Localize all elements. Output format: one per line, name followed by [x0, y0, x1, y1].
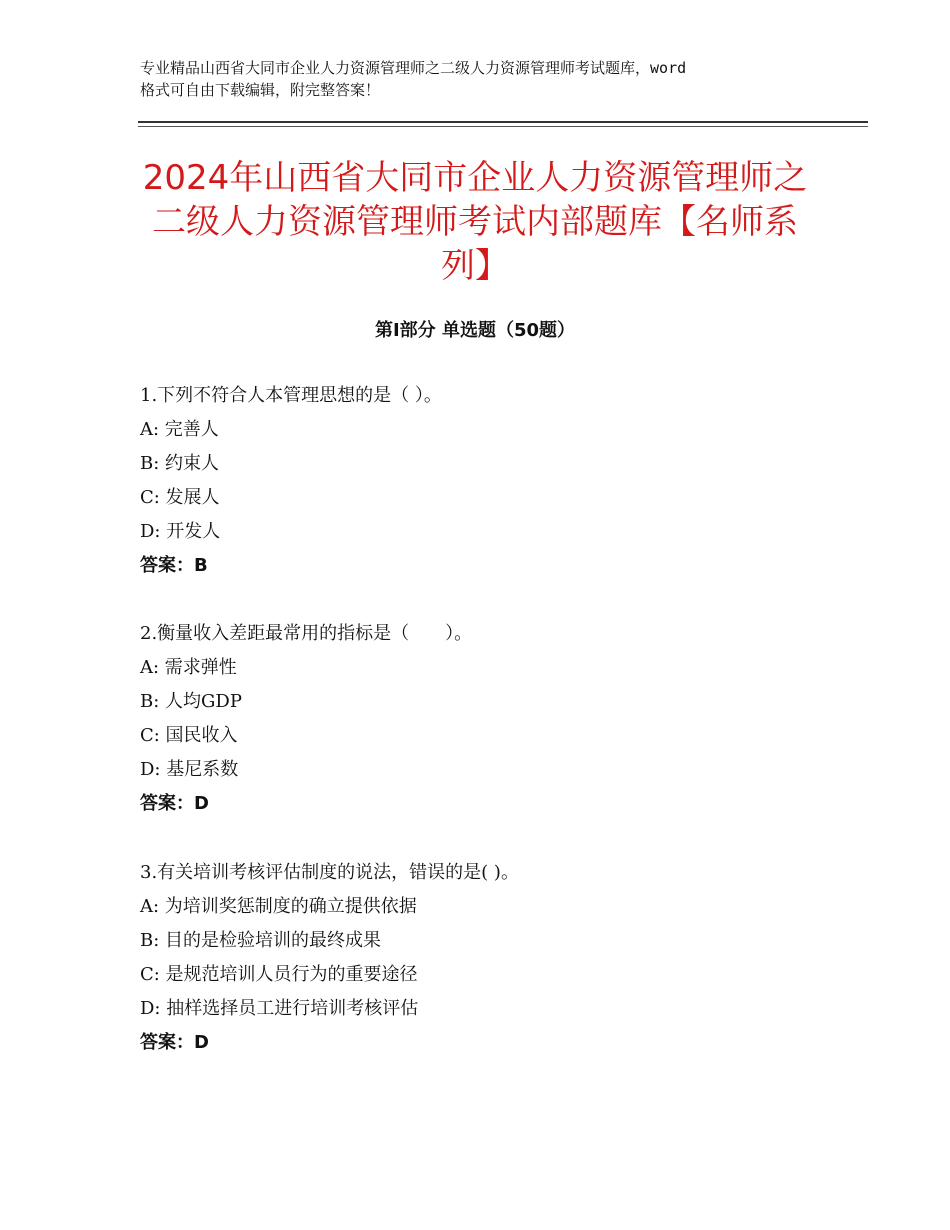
option-c: C: 发展人 [140, 487, 220, 508]
title-line-1: 2024年山西省大同市企业人力资源管理师之 [142, 158, 808, 198]
header-divider-thin [138, 126, 868, 127]
question-1 [140, 379, 860, 583]
option-d: D: 基尼系数 [140, 759, 239, 780]
option-a: A: 为培训奖惩制度的确立提供依据 [140, 896, 417, 917]
option-c: C: 是规范培训人员行为的重要途径 [140, 964, 418, 985]
question-2 [140, 617, 860, 821]
option-b: B: 约束人 [140, 453, 220, 474]
header-note [140, 57, 830, 101]
question-stem: 1.下列不符合人本管理思想的是（ ）。 [140, 385, 442, 406]
title-line-2: 二级人力资源管理师考试内部题库【名师系 [152, 202, 798, 242]
title-line-3: 列】 [441, 246, 509, 286]
section-title: 第Ⅰ部分 单选题（50题） [374, 320, 575, 341]
header-note-line-2: 格式可自由下载编辑，附完整答案！ [140, 81, 381, 99]
document-title [120, 156, 830, 288]
header-divider-thick [138, 121, 868, 123]
option-b: B: 人均GDP [140, 691, 242, 712]
option-c: C: 国民收入 [140, 725, 238, 746]
question-answer: 答案：D [140, 793, 209, 814]
option-a: A: 完善人 [140, 419, 219, 440]
option-a: A: 需求弹性 [140, 657, 237, 678]
option-d: D: 开发人 [140, 521, 221, 542]
option-b: B: 目的是检验培训的最终成果 [140, 930, 382, 951]
question-stem: 3.有关培训考核评估制度的说法，错误的是( )。 [140, 862, 519, 883]
question-stem: 2.衡量收入差距最常用的指标是（ ）。 [140, 623, 473, 644]
header-note-line-1: 专业精品山西省大同市企业人力资源管理师之二级人力资源管理师考试题库，word [140, 59, 687, 77]
option-d: D: 抽样选择员工进行培训考核评估 [140, 998, 419, 1019]
question-answer: 答案：D [140, 1032, 209, 1053]
question-3 [140, 856, 860, 1060]
question-answer: 答案：B [140, 555, 208, 576]
